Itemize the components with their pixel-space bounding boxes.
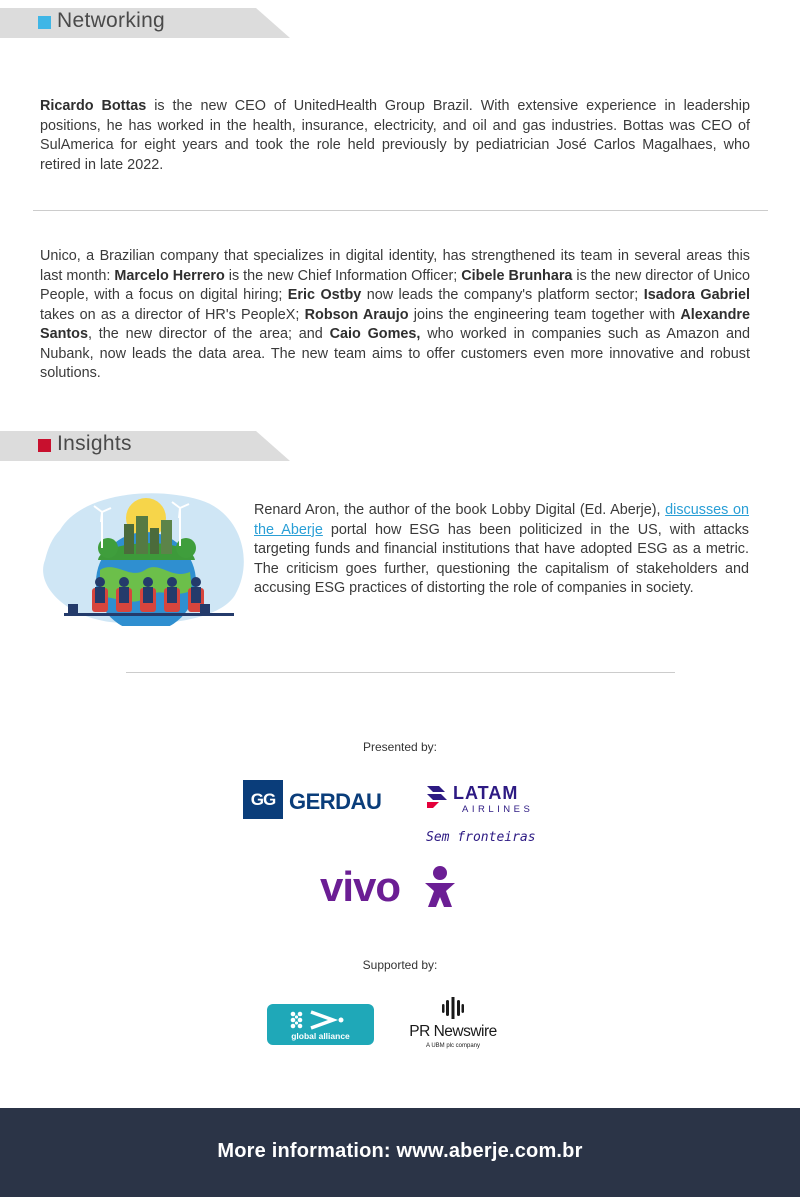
- gerdau-mark: GG: [243, 780, 283, 819]
- person-name: Eric Ostby: [287, 287, 362, 303]
- aberje-portal-link[interactable]: discusses on the Aberje: [254, 502, 749, 538]
- esg-globe-illustration: [40, 490, 248, 626]
- networking-paragraph-bottas: Ricardo Bottas is the new CEO of UnitedHealth Group Brazil. With extensive experience in leadership positions, he has worked in the health, insurance, electricity, and oil and gas industries. Bottas was CEO of SulAmerica for eight years and took the role held previously by pediatrician José Carlos Magalhaes, who retired in late 2022.: [40, 98, 750, 173]
- global-alliance-mark-icon: [289, 1009, 347, 1031]
- divider: [126, 672, 675, 673]
- presented-by-caption: Presented by:: [362, 740, 438, 754]
- person-name: Cibele Brunhara: [461, 267, 573, 284]
- prnewswire-wordmark: PR Newswire: [409, 1023, 497, 1040]
- latam-chevron-icon: [425, 784, 447, 810]
- prnewswire-logo: [403, 996, 503, 1054]
- person-name: Ricardo Bottas: [40, 98, 147, 114]
- insights-paragraph: Renard Aron, the author of the book Lobby Digital (Ed. Aberje), discusses on the Aberje portal how ESG has been politicized in the US, with attacks targeting funds and financial institutions that have adopted ESG as a metric. The criticism goes further, questioning the capitalism of stakeholders and accusing ESG practices of distorting the role of companies in society.: [254, 502, 749, 596]
- vivo-logo: [320, 862, 460, 912]
- latam-airlines-text: AIRLINES: [462, 804, 534, 815]
- person-name: Marcelo Herrero: [114, 267, 225, 284]
- gerdau-logo: [243, 780, 383, 820]
- prnewswire-subtext: A UBM plc company: [425, 1043, 481, 1049]
- networking-title: Networking: [57, 9, 166, 32]
- person-name: Isadora Gabriel: [643, 287, 750, 303]
- footer-bar: [0, 1108, 800, 1197]
- person-name: Alexandre Santos: [40, 306, 750, 342]
- divider: [33, 210, 768, 211]
- gerdau-wordmark: GERDAU: [289, 789, 382, 814]
- insights-square-icon: [38, 439, 51, 452]
- latam-tagline: Sem fronteiras: [426, 830, 536, 845]
- networking-square-icon: [38, 16, 51, 29]
- insights-title: Insights: [57, 432, 132, 455]
- vivo-person-icon: [422, 865, 458, 909]
- latam-logo: [425, 782, 540, 852]
- networking-paragraph-unico: Unico, a Brazilian company that specializes in digital identity, has strengthened its team in several areas this last month: Marcelo Herrero is the new Chief Information Officer; Cibele Brunhara is the new director of Unico People, with a focus on digital hiring; Eric Ostby now leads the company's platform sector; Isadora Gabriel takes on as a director of HR's PeopleX; Robson Araujo joins the engineering team together with Alexandre Santos, the new director of the area; and Caio Gomes, who worked in companies such as Amazon and Nubank, now leads the data area. The new team aims to offer customers even more innovative and robust solutions.: [40, 248, 750, 381]
- insights-section-header: [0, 431, 290, 461]
- person-name: Caio Gomes,: [329, 326, 421, 342]
- global-alliance-logo: [267, 1004, 374, 1045]
- latam-wordmark: LATAM: [453, 783, 519, 803]
- footer-more-information: More information: www.aberje.com.br: [217, 1140, 583, 1162]
- supported-by-caption: Supported by:: [362, 958, 438, 972]
- prnewswire-globe-icon: [441, 996, 465, 1020]
- vivo-wordmark: vivo: [320, 863, 401, 910]
- networking-section-header: [0, 8, 290, 38]
- global-alliance-text: global alliance: [291, 1031, 350, 1041]
- person-name: Robson Araujo: [304, 306, 409, 323]
